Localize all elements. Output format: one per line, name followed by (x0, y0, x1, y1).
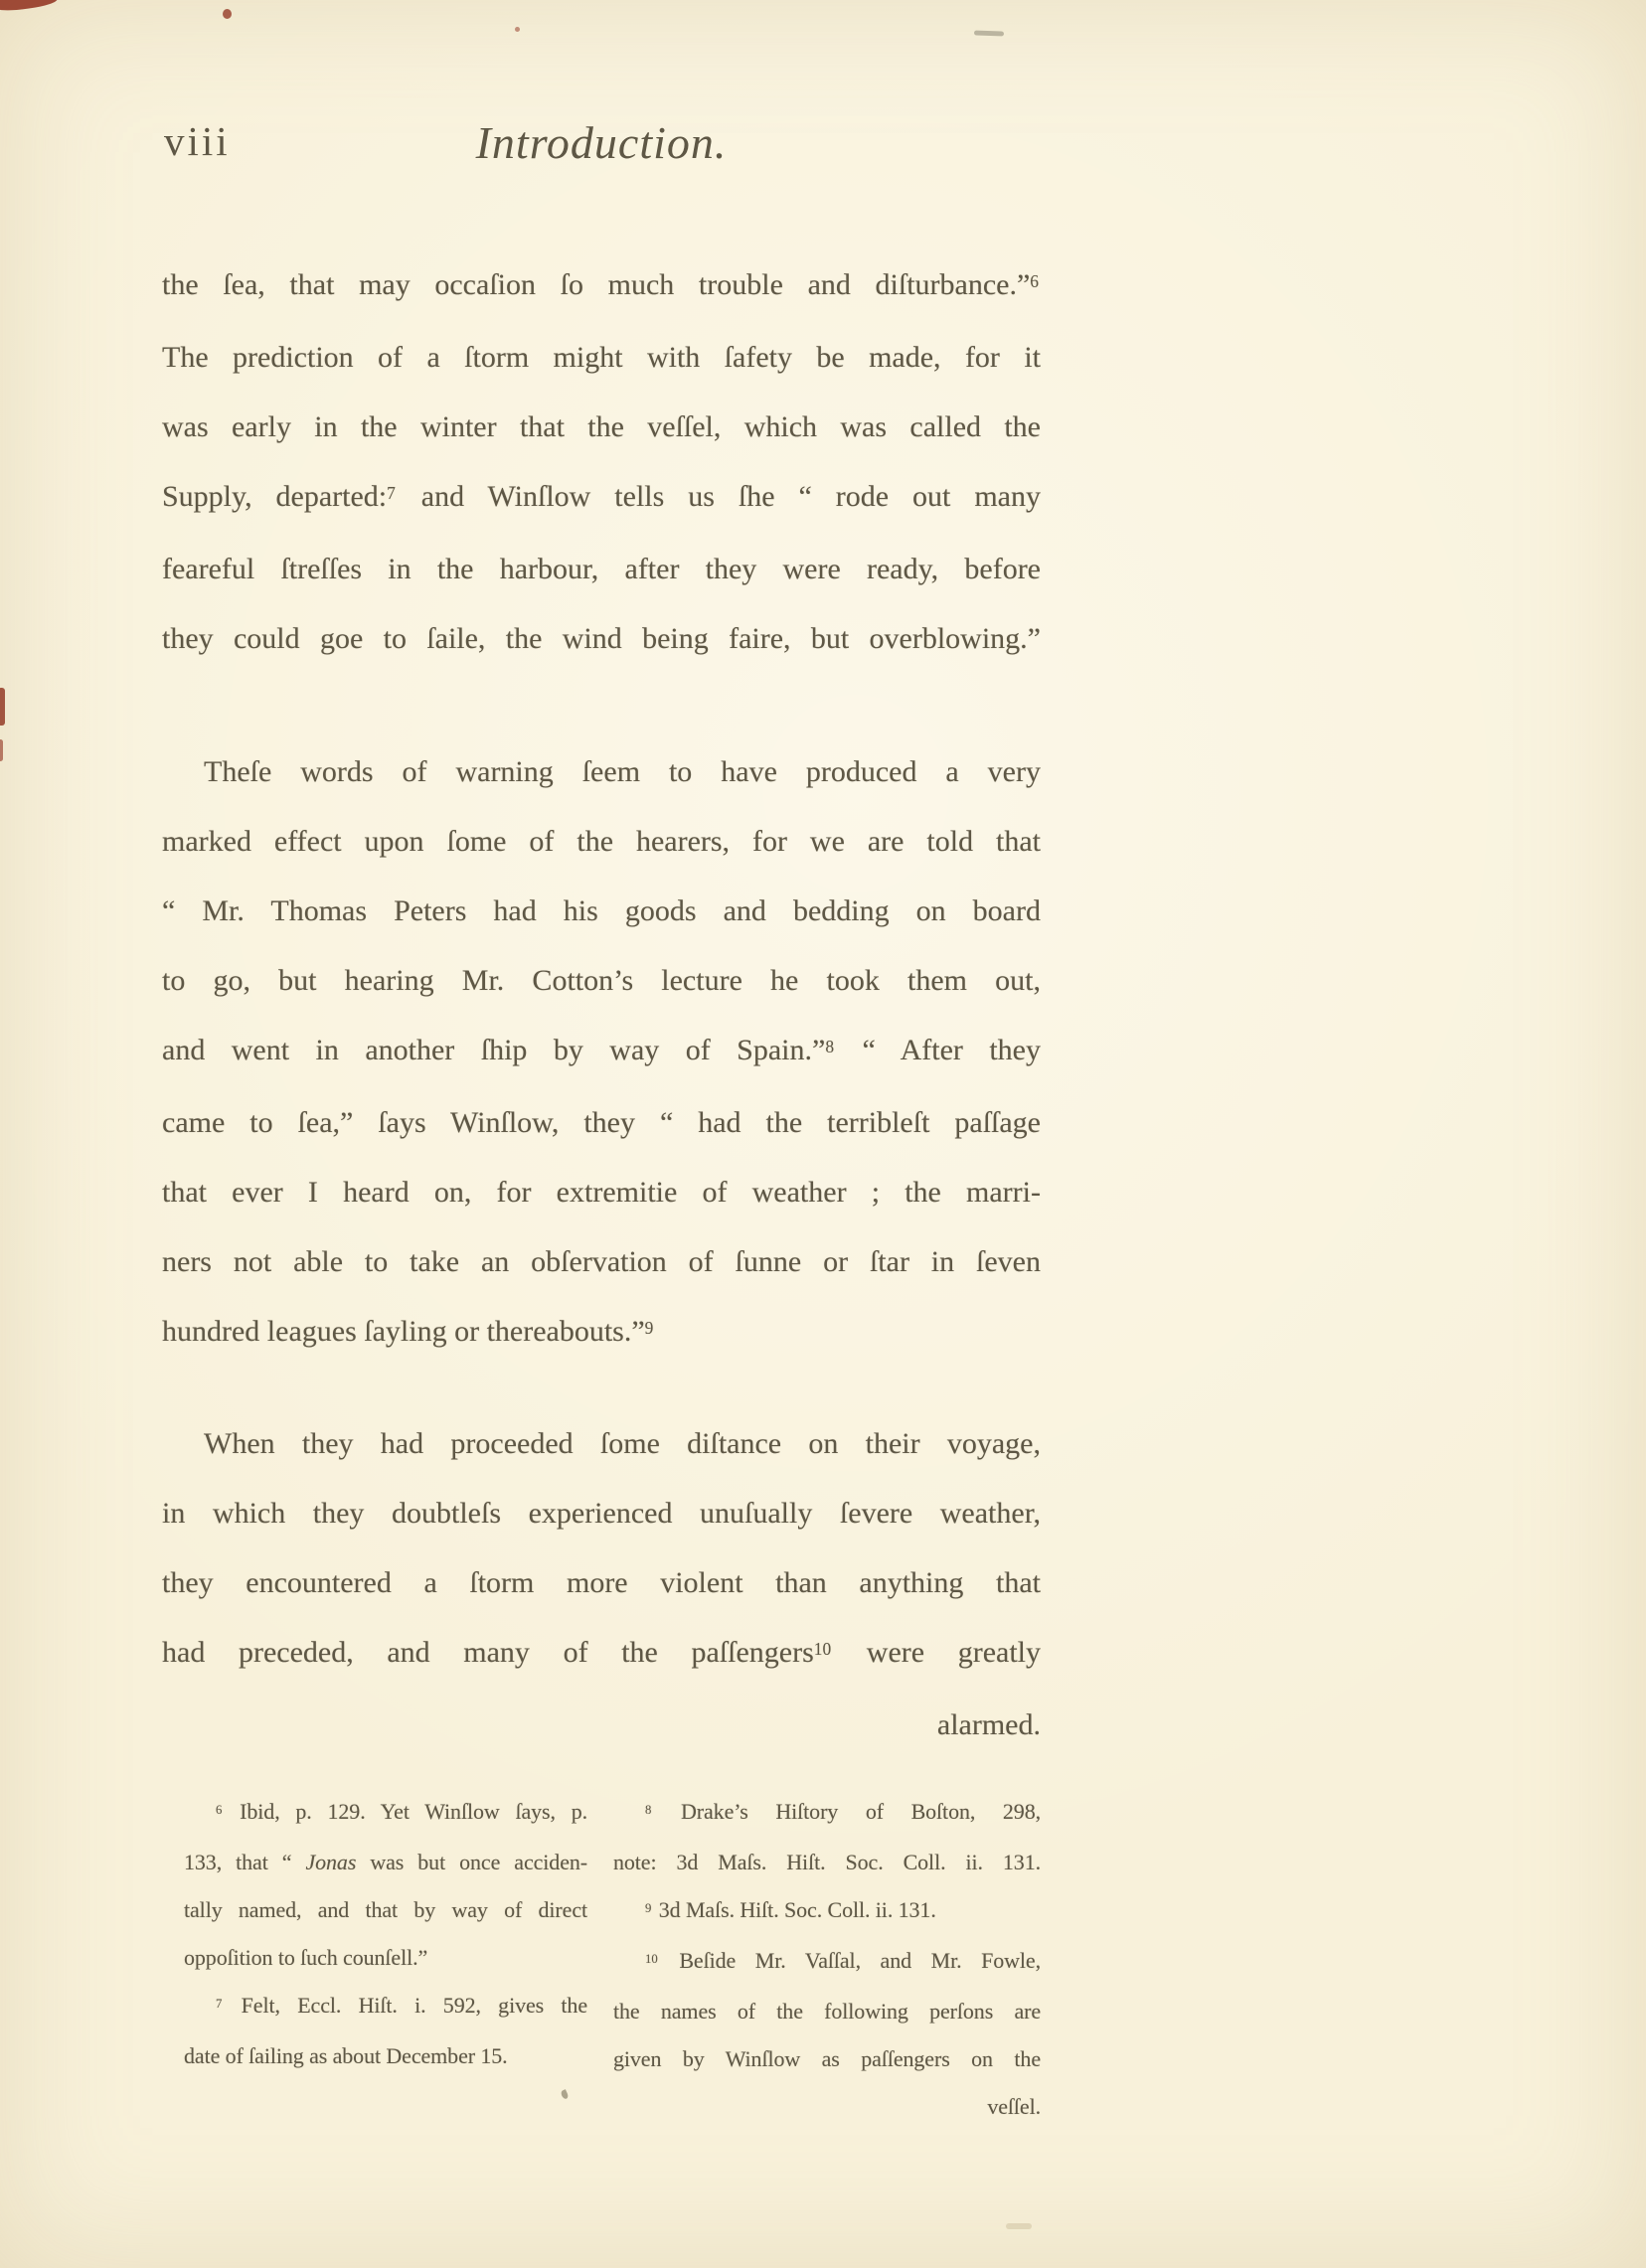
text-segment: was but once acciden- (356, 1850, 587, 1874)
text-segment: note: 3d Maſs. Hiſt. Soc. Coll. ii. 131. (613, 1850, 1041, 1874)
text-line (162, 946, 1041, 1016)
footnote-column-left (184, 1788, 587, 2131)
text-segment: veſſel. (987, 2094, 1041, 2119)
text-segment: ners not able to take an obſervation of ſunne or ſtar in ſeven (162, 1245, 1041, 1278)
text-line (162, 877, 1041, 946)
text-line (613, 1788, 1041, 1839)
paragraph-3 (162, 1409, 1041, 1760)
text-segment: was early in the winter that the veſſel, which was called the (162, 410, 1041, 443)
text-line (162, 1297, 1041, 1370)
text-line (162, 1016, 1041, 1088)
text-line (162, 393, 1041, 462)
text-segment: came to ſea,” ſays Winſlow, they “ had the terribleſt paſſage (162, 1106, 1041, 1139)
footnote-column-right (613, 1788, 1041, 2131)
text-segment: feareful ſtreſſes in the harbour, after they were ready, before (162, 553, 1041, 585)
text-segment: When they had proceeded ſome diſtance on their voyage, (204, 1427, 1041, 1460)
text-line (162, 1548, 1041, 1618)
text-segment: Drake’s Hiſtory of Boſton, 298, (653, 1799, 1041, 1824)
text-segment: were greatly (833, 1636, 1041, 1669)
scan-artifact-red-dot (223, 9, 232, 19)
text-segment: they encountered a ſtorm more violent than anything that (162, 1566, 1041, 1599)
text-line (613, 2083, 1041, 2131)
text-segment: tally named, and that by way of direct (184, 1897, 587, 1922)
footnote-ref: 9 (645, 1900, 652, 1915)
text-line (162, 1227, 1041, 1297)
scan-artifact-speck (515, 27, 520, 32)
text-line (162, 807, 1041, 877)
text-segment: The prediction of a ſtorm might with ſafety be made, for it (162, 341, 1041, 374)
footnote-ref: 9 (644, 1317, 654, 1338)
text-line (184, 1839, 587, 1886)
text-line (613, 1988, 1041, 2035)
text-segment: “ After they (836, 1034, 1041, 1066)
text-segment: Beſide Mr. Vaſſal, and Mr. Fowle, (659, 1948, 1041, 1973)
text-line (162, 462, 1041, 535)
footnote-ref: 6 (216, 1802, 223, 1817)
scan-artifact-left-edge-mark-2 (0, 739, 3, 761)
text-segment: had preceded, and many of the paſſengers (162, 1636, 814, 1669)
scan-artifact-gray-dash (974, 30, 1004, 36)
text-line (162, 1479, 1041, 1548)
text-line (162, 604, 1041, 674)
text-line (162, 535, 1041, 604)
text-line (184, 2032, 587, 2080)
text-segment: and Winſlow tells us ſhe “ rode out many (397, 480, 1041, 513)
footnote-ref: 7 (387, 482, 396, 503)
text-line (184, 1788, 587, 1839)
paragraph-1 (162, 250, 1041, 674)
text-segment: that ever I heard on, for extremitie of weather ; the marri- (162, 1176, 1041, 1209)
text-line (613, 2035, 1041, 2083)
text-line (184, 1886, 587, 1934)
text-line (613, 1886, 1041, 1937)
scan-artifact-smudge (1006, 2223, 1032, 2229)
text-line (162, 1618, 1041, 1691)
text-line (162, 250, 1041, 323)
text-segment: in which they doubtleſs experienced unuſually ſevere weather, (162, 1497, 1041, 1530)
footnote-ref: 10 (645, 1951, 658, 1966)
text-line (162, 1158, 1041, 1227)
text-segment: Felt, Eccl. Hiſt. i. 592, gives the (224, 1993, 587, 2018)
text-line (184, 1934, 587, 1982)
footnote-ref: 6 (1030, 270, 1039, 291)
footnote-ref: 8 (825, 1036, 835, 1056)
text-line (613, 1839, 1041, 1886)
text-segment: they could goe to ſaile, the wind being faire, but overblowing.” (162, 622, 1041, 655)
page-number: viii (164, 118, 231, 164)
text-segment: marked effect upon ſome of the hearers, for we are told that (162, 825, 1041, 858)
text-segment: 3d Maſs. Hiſt. Soc. Coll. ii. 131. (653, 1897, 936, 1922)
text-line (162, 737, 1041, 807)
text-segment: Ibid, p. 129. Yet Winſlow ſays, p. (224, 1799, 587, 1824)
text-segment: and went in another ſhip by way of Spain.” (162, 1034, 826, 1066)
footnote-ref: 7 (216, 1996, 223, 2011)
text-segment: alarmed. (936, 1708, 1041, 1741)
scan-artifact-corner (0, 0, 59, 13)
text-segment: the names of the following perſons are (613, 1999, 1041, 2024)
scan-artifact-left-edge-mark (0, 688, 5, 726)
text-segment: 133, that “ (184, 1850, 306, 1874)
text-line (613, 1937, 1041, 1988)
body-text (162, 250, 1041, 2131)
text-segment: to go, but hearing Mr. Cotton’s lecture he took them out, (162, 964, 1041, 997)
paragraph-2 (162, 737, 1041, 1370)
text-segment: date of ſailing as about December 15. (184, 2043, 508, 2068)
footnotes (162, 1788, 1041, 2131)
text-segment: given by Winſlow as paſſengers on the (613, 2046, 1041, 2071)
text-line (162, 1409, 1041, 1479)
text-segment: the ſea, that may occaſion ſo much trouble and diſturbance.” (162, 268, 1031, 301)
footnote-ref: 10 (813, 1638, 832, 1659)
text-segment: oppoſition to ſuch counſell.” (184, 1945, 428, 1970)
text-segment: Theſe words of warning ſeem to have produced a very (204, 755, 1041, 788)
text-line (162, 1691, 1041, 1760)
text-segment: Supply, departed: (162, 480, 388, 513)
footnote-ref: 8 (645, 1802, 652, 1817)
text-segment: “ Mr. Thomas Peters had his goods and bedding on board (162, 894, 1041, 927)
text-line (162, 1088, 1041, 1158)
running-head: Introduction. (475, 117, 728, 168)
italic-text: Jonas (305, 1850, 357, 1874)
page-header (162, 93, 1041, 169)
text-segment: hundred leagues ſayling or thereabouts.” (162, 1315, 645, 1348)
text-line (162, 323, 1041, 393)
text-line (184, 1982, 587, 2032)
